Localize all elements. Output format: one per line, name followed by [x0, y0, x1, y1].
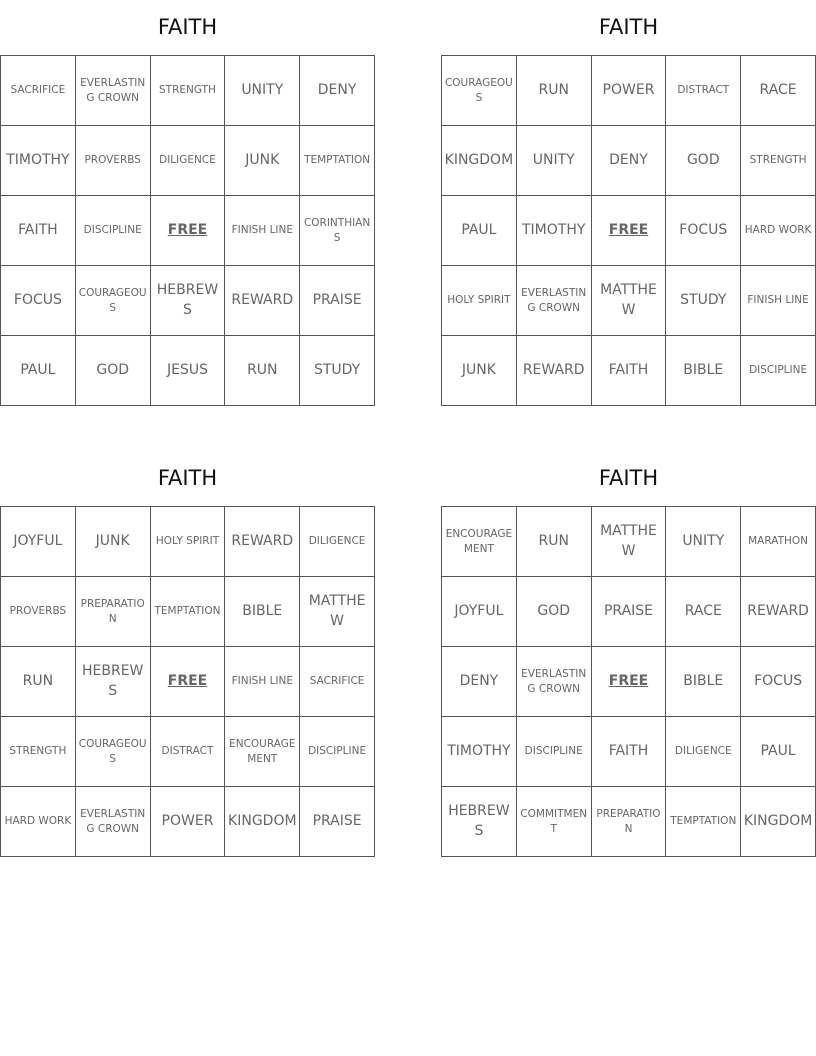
bingo-cell: JOYFUL	[442, 577, 517, 647]
free-space: FREE	[591, 647, 666, 717]
bingo-row	[442, 787, 816, 857]
free-space: FREE	[591, 196, 666, 266]
card-title: FAITH	[598, 15, 659, 39]
bingo-row	[1, 717, 375, 787]
card-title: FAITH	[157, 466, 218, 490]
bingo-cell: COURAGEOUS	[442, 56, 517, 126]
bingo-cell: COURAGEOUS	[75, 717, 150, 787]
bingo-cell: FOCUS	[1, 266, 76, 336]
bingo-cell: STUDY	[300, 336, 375, 406]
bingo-cell: PAUL	[1, 336, 76, 406]
bingo-grid	[441, 55, 816, 406]
bingo-cell: REWARD	[741, 577, 816, 647]
bingo-cell: UNITY	[666, 507, 741, 577]
bingo-cell: RUN	[225, 336, 300, 406]
bingo-cell: PAUL	[741, 717, 816, 787]
bingo-cell: EVERLASTING CROWN	[75, 56, 150, 126]
bingo-cell: JESUS	[150, 336, 225, 406]
bingo-card-4	[441, 451, 816, 857]
bingo-cell: POWER	[591, 56, 666, 126]
bingo-row	[1, 56, 375, 126]
bingo-cell: BIBLE	[666, 336, 741, 406]
bingo-cell: JOYFUL	[1, 507, 76, 577]
bingo-cell: COMMITMENT	[516, 787, 591, 857]
bingo-cell: RACE	[666, 577, 741, 647]
bingo-cell: STUDY	[666, 266, 741, 336]
bingo-row	[1, 196, 375, 266]
bingo-row	[442, 126, 816, 196]
bingo-cell: REWARD	[516, 336, 591, 406]
bingo-row	[1, 266, 375, 336]
bingo-cell: DENY	[591, 126, 666, 196]
bingo-row	[442, 577, 816, 647]
bingo-cell: KINGDOM	[442, 126, 517, 196]
bingo-cell: CORINTHIANS	[300, 196, 375, 266]
bingo-cell: TEMPTATION	[300, 126, 375, 196]
bingo-cell: RACE	[741, 56, 816, 126]
bingo-cell: TIMOTHY	[516, 196, 591, 266]
bingo-cell: UNITY	[225, 56, 300, 126]
bingo-row	[442, 647, 816, 717]
free-space: FREE	[150, 196, 225, 266]
bingo-cell: DISTRACT	[666, 56, 741, 126]
bingo-cell: RUN	[1, 647, 76, 717]
bingo-cell: COURAGEOUS	[75, 266, 150, 336]
card-title: FAITH	[157, 15, 218, 39]
bingo-cell: PROVERBS	[1, 577, 76, 647]
bingo-cell: SACRIFICE	[300, 647, 375, 717]
bingo-cell: DILIGENCE	[666, 717, 741, 787]
bingo-cell: MARATHON	[741, 507, 816, 577]
bingo-grid	[0, 55, 375, 406]
bingo-cell: HOLY SPIRIT	[442, 266, 517, 336]
bingo-cell: PRAISE	[300, 787, 375, 857]
bingo-cell: RUN	[516, 56, 591, 126]
bingo-cell: TIMOTHY	[1, 126, 76, 196]
bingo-cell: HEBREWS	[150, 266, 225, 336]
bingo-cell: ENCOURAGEMENT	[442, 507, 517, 577]
bingo-cell: REWARD	[225, 507, 300, 577]
bingo-cell: DILIGENCE	[150, 126, 225, 196]
bingo-row	[1, 787, 375, 857]
bingo-cell: STRENGTH	[1, 717, 76, 787]
bingo-cell: DISCIPLINE	[741, 336, 816, 406]
bingo-row	[1, 336, 375, 406]
bingo-cell: DISCIPLINE	[516, 717, 591, 787]
bingo-cell: POWER	[150, 787, 225, 857]
bingo-cell: HARD WORK	[1, 787, 76, 857]
bingo-grid	[0, 506, 375, 857]
card-title: FAITH	[598, 466, 659, 490]
bingo-card-3	[0, 451, 375, 857]
bingo-cell: DENY	[300, 56, 375, 126]
bingo-cell: DISCIPLINE	[75, 196, 150, 266]
bingo-cell: FAITH	[591, 717, 666, 787]
bingo-cell: BIBLE	[225, 577, 300, 647]
bingo-cell: FINISH LINE	[225, 647, 300, 717]
bingo-cell: HEBREWS	[442, 787, 517, 857]
bingo-cell: HOLY SPIRIT	[150, 507, 225, 577]
bingo-cell: KINGDOM	[741, 787, 816, 857]
bingo-cell: GOD	[75, 336, 150, 406]
bingo-cell: EVERLASTING CROWN	[516, 266, 591, 336]
bingo-cell: GOD	[666, 126, 741, 196]
bingo-cell: ENCOURAGEMENT	[225, 717, 300, 787]
bingo-cell: STRENGTH	[150, 56, 225, 126]
bingo-cell: FINISH LINE	[225, 196, 300, 266]
bingo-cell: REWARD	[225, 266, 300, 336]
bingo-grid	[441, 506, 816, 857]
bingo-cell: SACRIFICE	[1, 56, 76, 126]
bingo-cell: DISCIPLINE	[300, 717, 375, 787]
bingo-row	[442, 336, 816, 406]
bingo-cell: MATTHEW	[300, 577, 375, 647]
bingo-card-2	[441, 0, 816, 406]
bingo-cell: PREPARATION	[75, 577, 150, 647]
bingo-cell: PAUL	[442, 196, 517, 266]
bingo-card-1	[0, 0, 375, 406]
bingo-cell: JUNK	[225, 126, 300, 196]
bingo-row	[442, 266, 816, 336]
bingo-cell: FOCUS	[666, 196, 741, 266]
bingo-cell: JUNK	[75, 507, 150, 577]
free-space: FREE	[150, 647, 225, 717]
bingo-cell: DENY	[442, 647, 517, 717]
bingo-cell: RUN	[516, 507, 591, 577]
bingo-cell: PROVERBS	[75, 126, 150, 196]
bingo-cell: FINISH LINE	[741, 266, 816, 336]
bingo-cell: PREPARATION	[591, 787, 666, 857]
bingo-cell: FOCUS	[741, 647, 816, 717]
bingo-cell: PRAISE	[591, 577, 666, 647]
bingo-row	[1, 577, 375, 647]
bingo-cell: GOD	[516, 577, 591, 647]
bingo-cell: UNITY	[516, 126, 591, 196]
bingo-row	[442, 717, 816, 787]
bingo-cell: KINGDOM	[225, 787, 300, 857]
bingo-cell: MATTHEW	[591, 507, 666, 577]
bingo-cell: DILIGENCE	[300, 507, 375, 577]
bingo-row	[1, 507, 375, 577]
bingo-row	[1, 647, 375, 717]
bingo-row	[442, 507, 816, 577]
bingo-cell: EVERLASTING CROWN	[516, 647, 591, 717]
bingo-row	[442, 56, 816, 126]
bingo-row	[442, 196, 816, 266]
bingo-cell: TEMPTATION	[150, 577, 225, 647]
bingo-cell: MATTHEW	[591, 266, 666, 336]
bingo-cell: BIBLE	[666, 647, 741, 717]
bingo-cell: JUNK	[442, 336, 517, 406]
bingo-cell: HARD WORK	[741, 196, 816, 266]
bingo-row	[1, 126, 375, 196]
bingo-cell: PRAISE	[300, 266, 375, 336]
bingo-cell: TIMOTHY	[442, 717, 517, 787]
bingo-cell: STRENGTH	[741, 126, 816, 196]
bingo-cell: FAITH	[1, 196, 76, 266]
bingo-cell: HEBREWS	[75, 647, 150, 717]
bingo-cell: DISTRACT	[150, 717, 225, 787]
bingo-cell: FAITH	[591, 336, 666, 406]
bingo-cell: EVERLASTING CROWN	[75, 787, 150, 857]
bingo-cell: TEMPTATION	[666, 787, 741, 857]
